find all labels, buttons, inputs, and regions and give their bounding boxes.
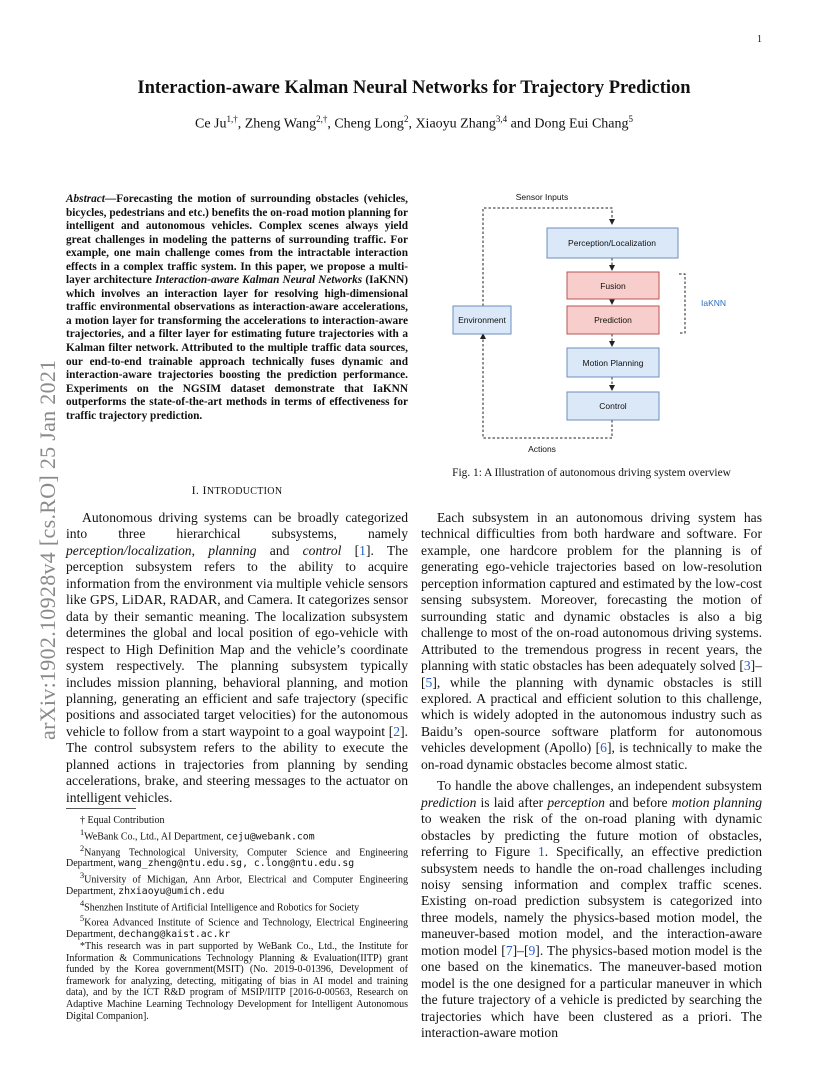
actions-label: Actions — [528, 444, 556, 454]
footnote-3: $^3$University of Michigan, Ann Arbor, Electrical and Computer Engineering Department, zhxiaoyu@umich.edu — [66, 871, 408, 897]
abstract-text-2: (IaKNN) which involves an interaction layer for resolving high-dimensional traffic environmental observations as interaction-aware accelerations, a motion layer for transforming the accelerations to interaction-aware trajectories, and a filter layer for estimating future trajectories with a Kalman filter network. Attributed to the multiple traffic data sources, our end-to-end trainable approach technically fuses dynamic and interaction-aware trajectories boosting the prediction performance. Experiments on the NGSIM dataset demonstrate that IaKNN outperforms the state-of-the-art methods in terms of effectiveness for traffic trajectory prediction. — [66, 274, 408, 422]
intro-left-column — [66, 510, 408, 806]
citation-link[interactable]: 5 — [425, 674, 433, 690]
author-list: Ce $Ju^{1,\dagger}$, Zheng Wang$^{2,\dagger}$, Cheng Long$^2$, Xiaoyu Zhang$^{3,4}$ and Dong Eui Chang$^5$ — [195, 114, 633, 132]
citation-link[interactable]: 3 — [743, 658, 751, 674]
abstract-model-name: Interaction-aware Kalman Neural Networks — [155, 274, 363, 287]
figure-reference-link[interactable]: 1 — [537, 844, 545, 860]
abstract-label: Abstract — [66, 193, 105, 205]
arxiv-stamp: arXiv:1902.10928v4 [cs.RO] 25 Jan 2021 — [35, 359, 60, 740]
author-name: Dong Eui Chang — [534, 116, 629, 132]
page-number: 1 — [757, 34, 762, 45]
author-affiliation-mark: 3,4 — [495, 114, 508, 124]
section-heading-introduction: I. INTRODUCTION — [191, 483, 283, 497]
sensor-inputs-label: Sensor Inputs — [515, 192, 569, 202]
perception-localization-label: Perception/Localization — [568, 238, 656, 248]
figure-1-caption: Fig. 1: A Illustration of autonomous driving system overview — [452, 467, 731, 479]
environment-label: Environment — [458, 315, 506, 325]
control-label: Control — [599, 401, 627, 411]
footnote-2: $^2$Nanyang Technological University, Computer Science and Engineering Department, wang_zheng@ntu.edu.sg, c.long@ntu.edu.sg — [66, 843, 408, 870]
iaknn-bracket — [679, 274, 685, 333]
author-name: Ce Ju — [195, 116, 227, 132]
right-paragraph-2: To handle the above challenges, an independent subsystem prediction is laid after perception and before motion planning to weaken the risk of the on-road planing with dynamic obstacles by predicting the future motion of obstacles, referring to Figure 1. Specifically, an effective prediction subsystem needs to handle the on-road challenges including noisy sensing information and complex traffic scenes. Existing on-road prediction subsystem is categorized into three models, namely the physics-based motion model, the maneuver-based motion model, and the interaction-aware motion model [7]–[9]. The physics-based motion model is the one based on the kinematics. The maneuver-based motion model is the one designed for a particular maneuver in which the future trajectory of a vehicle is predicted by searching the trajectories which have been clustered as a priori. The interaction-aware motion — [421, 778, 762, 1041]
author-affiliation-mark: 1,† — [226, 114, 238, 124]
footnote-5: $^5$Korea Advanced Institute of Science and Technology, Electrical Engineering Department, dechang@kaist.ac.kr — [66, 914, 408, 941]
footnotes — [66, 815, 408, 1022]
citation-link[interactable]: 2 — [393, 723, 401, 739]
author-affiliation-mark: 2 — [403, 114, 409, 124]
footnote-rule — [66, 808, 136, 809]
citation-link[interactable]: 9 — [528, 942, 536, 958]
citation-link[interactable]: 6 — [600, 740, 607, 756]
footnote-funding: *This research was in part supported by WeBank Co., Ltd., the Institute for Information & Communications Technology Planning & Evaluation(IITP) grant funded by the Korea government(MSIT) (No. 2019-0-01396, Development of framework for analyzing, detecting, mitigating of bias in AI model and training data), and by the ICT R&D program of MSIP/IITP [2016-0-00563, Research on Adaptive Machine Learning Technology Development for Intelligent Autonomous Digital Companion]. — [66, 940, 408, 1022]
author-name: Zheng Wang — [244, 116, 317, 132]
citation-link[interactable]: 1 — [359, 542, 366, 558]
footnote-equal: † Equal Contribution — [80, 815, 165, 826]
right-paragraph-1: Each subsystem in an autonomous driving system has technical difficulties from both hardware and software. For example, one hardcore problem for the planning is of generating ego-vehicle trajectories based on low-resolution perception information captured and estimated by the low-cost sensing subsystem. Moreover, forecasting the motion of surrounding static and dynamic obstacles is also a big challenge to most of the on-road autonomous driving systems. Attributed to the tremendous progress in recent years, the planning with static obstacles has been adequately solved [3]–[5], while the planning with dynamic obstacles is still explored. A practical and efficient solution to this challenge, which is widely adopted in the autonomous industry such as Baidu’s open-source software platform for autonomous vehicles development (Apollo) [6], is technically to make the on-road dynamic obstacles become almost static. — [421, 510, 762, 772]
intro-paragraph-1: Autonomous driving systems can be broadly categorized into three hierarchical subsystems, namely perception/localization, planning and control [1]. The perception subsystem refers to the ability to acquire information from the environment via multiple vehicle sensors like GPS, LiDAR, RADAR, and Camera. It categorizes sensor data by their semantic meaning. The localization subsystem determines the global and local position of ego-vehicle with respect to High Definition Map and the vehicle’s coordinate system respectively. The planning subsystem typically includes mission planning, behavioral planning, and motion planning, generating an efficient and safe trajectory (specific positions and associated target velocities) for the autonomous vehicle to follow from a start waypoint to a goal waypoint [2]. The control subsystem refers to the ability to execute the planned actions in trajectories from planning by sending accelerations, brake, and steering messages to the actuator on intelligent vehicles. — [66, 510, 408, 805]
paper-title: Interaction-aware Kalman Neural Networks for Trajectory Prediction — [137, 78, 691, 98]
fusion-label: Fusion — [600, 281, 626, 291]
author-name: Cheng Long — [334, 116, 404, 132]
author-affiliation-mark: 5 — [628, 114, 633, 124]
prediction-label: Prediction — [594, 315, 632, 325]
abstract — [66, 193, 408, 423]
right-column-body — [421, 510, 762, 1042]
author-affiliation-mark: 2,† — [316, 114, 328, 124]
motion-planning-label: Motion Planning — [582, 358, 644, 368]
author-name: Xiaoyu Zhang — [415, 116, 496, 132]
figure-1-diagram — [449, 188, 727, 463]
abstract-text-1: —Forecasting the motion of surrounding obstacles (vehicles, bicycles, pedestrians and etc.) benefits the on-road motion planning for intelligent and autonomous vehicles. Complex scenes always yield great challenges in modeling the patterns of surrounding traffic. For example, one main challenge comes from the intractable interaction effects in a complex traffic system. In this paper, we propose a multi-layer architecture — [66, 193, 408, 287]
footnote-1: $^1$WeBank Co., Ltd., AI Department, ceju@webank.com — [80, 827, 315, 842]
iaknn-label: IaKNN — [701, 298, 727, 308]
footnote-4: $^4$Shenzhen Institute of Artificial Intelligence and Robotics for Society — [80, 898, 360, 913]
citation-link[interactable]: 7 — [505, 942, 513, 958]
